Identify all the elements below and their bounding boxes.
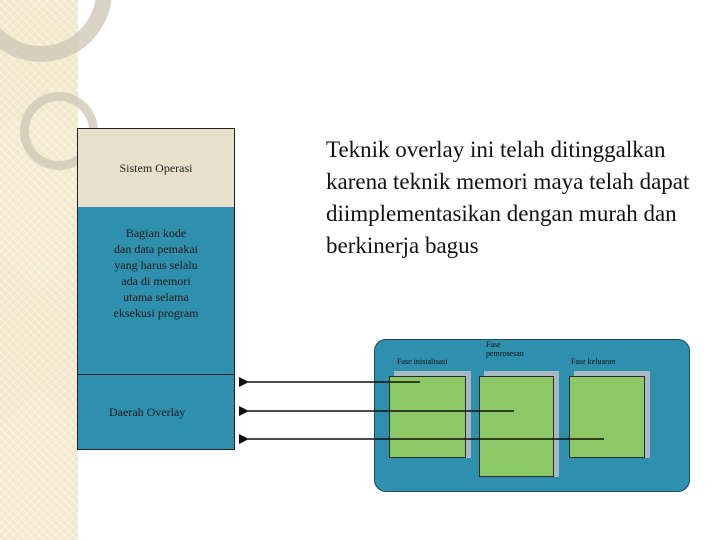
user-code-region-label: Bagian kode dan data pemakai yang harus selalu ada di memori utama selama eksekusi program	[113, 226, 199, 320]
overlay-region-label: Daerah Overlay	[109, 404, 186, 419]
phase-label-processing: Fase pemrosesan	[486, 340, 524, 358]
main-paragraph: Teknik overlay ini telah ditinggalkan karena teknik memori maya telah dapat diimplementasikan dengan murah dan berkinerja bagus	[326, 137, 690, 258]
os-region-label: Sistem Operasi	[119, 160, 193, 175]
phase-label-initialization: Fase inisialisasi	[397, 357, 448, 366]
phase-label-output: Fase keluaran	[571, 357, 616, 366]
